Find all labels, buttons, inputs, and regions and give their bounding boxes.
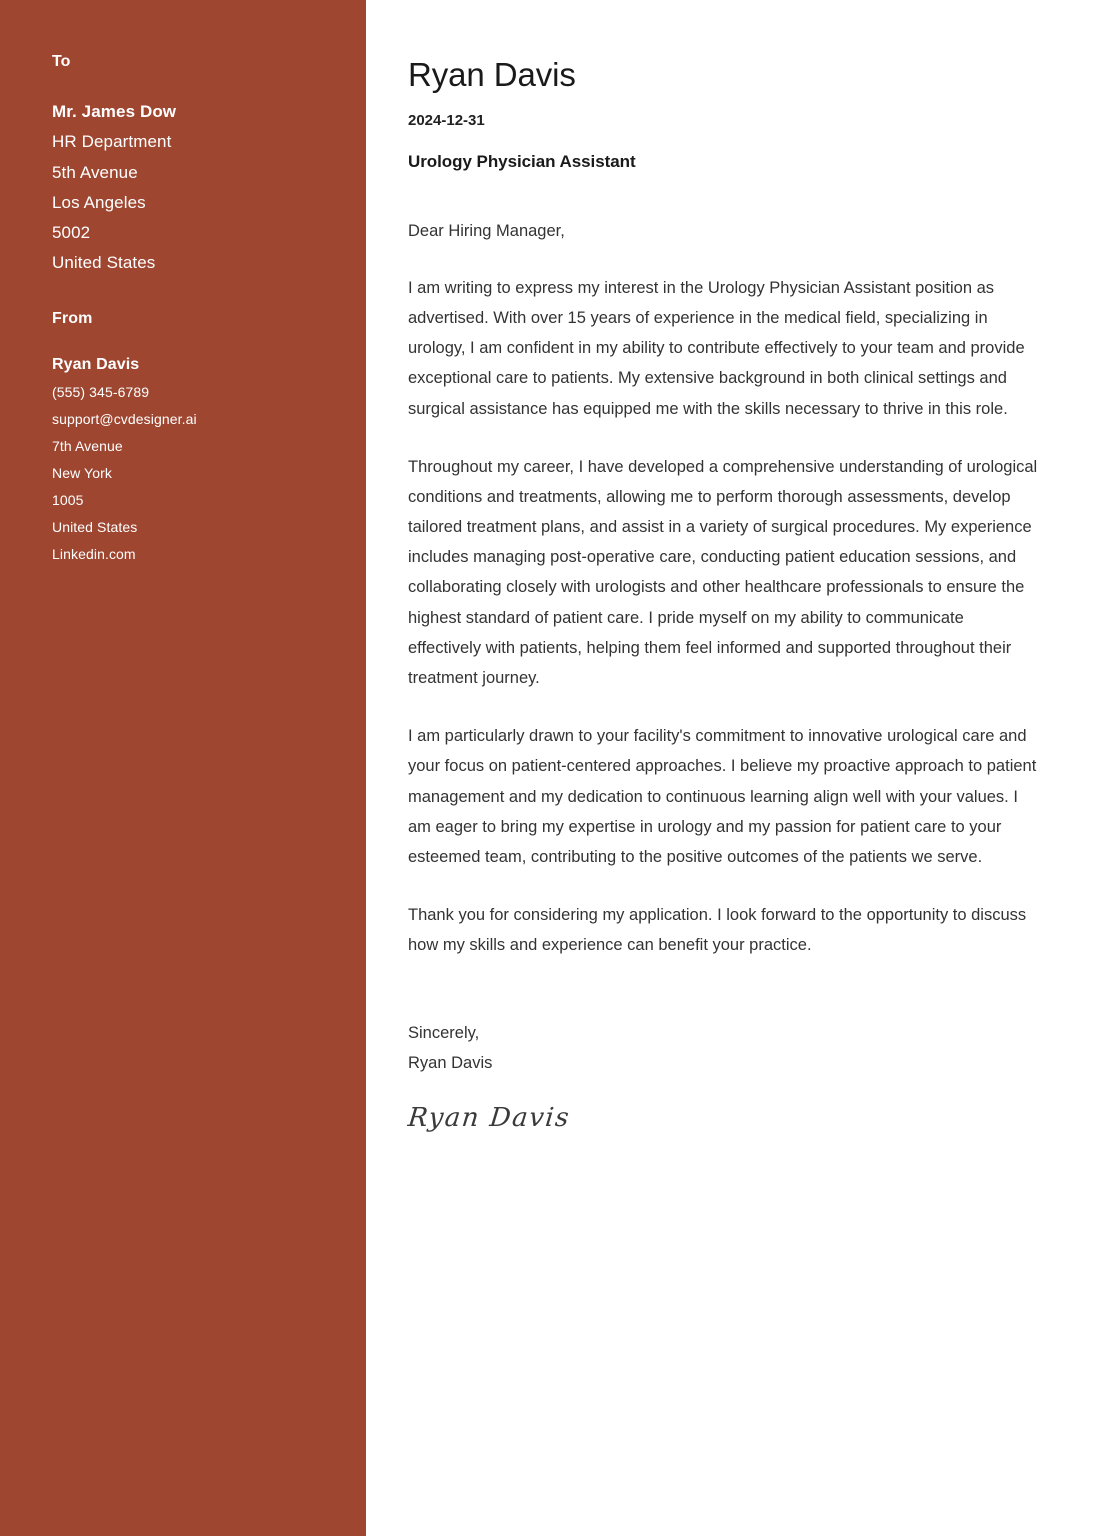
from-label: From [52,309,93,327]
closing-block [408,1018,1040,1078]
sender-linkedin[interactable]: Linkedin.com [52,545,136,562]
recipient-line-city: Los Angeles [52,192,146,212]
recipient-line-street: 5th Avenue [52,162,138,182]
sender-block [52,350,336,568]
sender-email[interactable]: support@cvdesigner.ai [52,411,197,428]
letter-paragraph-4: Thank you for considering my application. I look forward to the opportunity to discuss how my skills and experience can benefit your practice. [408,906,1027,955]
sender-city: New York [52,465,112,482]
sender-street: 7th Avenue [52,438,123,455]
recipient-name: Mr. James Dow [52,102,177,122]
applicant-name: Ryan Davis [408,56,576,93]
sidebar [0,0,366,1536]
recipient-line-country: United States [52,253,156,273]
recipient-block [52,97,336,279]
sender-postcode: 1005 [52,491,84,508]
letter-paragraph-1: I am writing to express my interest in the Urology Physician Assistant position as advertised. With over 15 years of experience in the medical field, specializing in urology, I am confident in my ability to contribute effectively to your team and provide exceptional care to patients. My extensive background in both clinical settings and surgical assistance has equipped me with the skills necessary to thrive in this role. [408,278,1025,418]
salutation: Dear Hiring Manager, [408,222,565,241]
recipient-line-department: HR Department [52,132,172,152]
letter-paragraph-2: Throughout my career, I have developed a comprehensive understanding of urological conditions and treatments, allowing me to perform thorough assessments, develop tailored treatment plans, and assist in a variety of surgical procedures. My experience includes managing post-operative care, conducting patient education sessions, and collaborating closely with urologists and other healthcare professionals to ensure the highest standard of patient care. I pride myself on my ability to communicate effectively with patients, helping them feel informed and supported throughout their treatment journey. [408,457,1038,687]
signature: Ryan Davis [406,1102,572,1133]
sender-country: United States [52,518,138,535]
to-label: To [52,53,71,70]
sender-name: Ryan Davis [52,355,140,373]
job-title: Urology Physician Assistant [408,152,636,172]
closing-name: Ryan Davis [408,1053,493,1072]
sender-phone: (555) 345-6789 [52,384,150,401]
letter-date: 2024-12-31 [408,111,485,129]
letter-body [366,0,1095,1536]
closing-word: Sincerely, [408,1023,480,1042]
recipient-line-postcode: 5002 [52,223,91,243]
letter-paragraph-3: I am particularly drawn to your facility's commitment to innovative urological care and your focus on patient-centered approaches. I believe my proactive approach to patient management and my dedication to continuous learning align well with your values. I am eager to bring my expertise in urology and my passion for patient care to your esteemed team, contributing to the positive outcomes of the patients we serve. [408,727,1037,866]
